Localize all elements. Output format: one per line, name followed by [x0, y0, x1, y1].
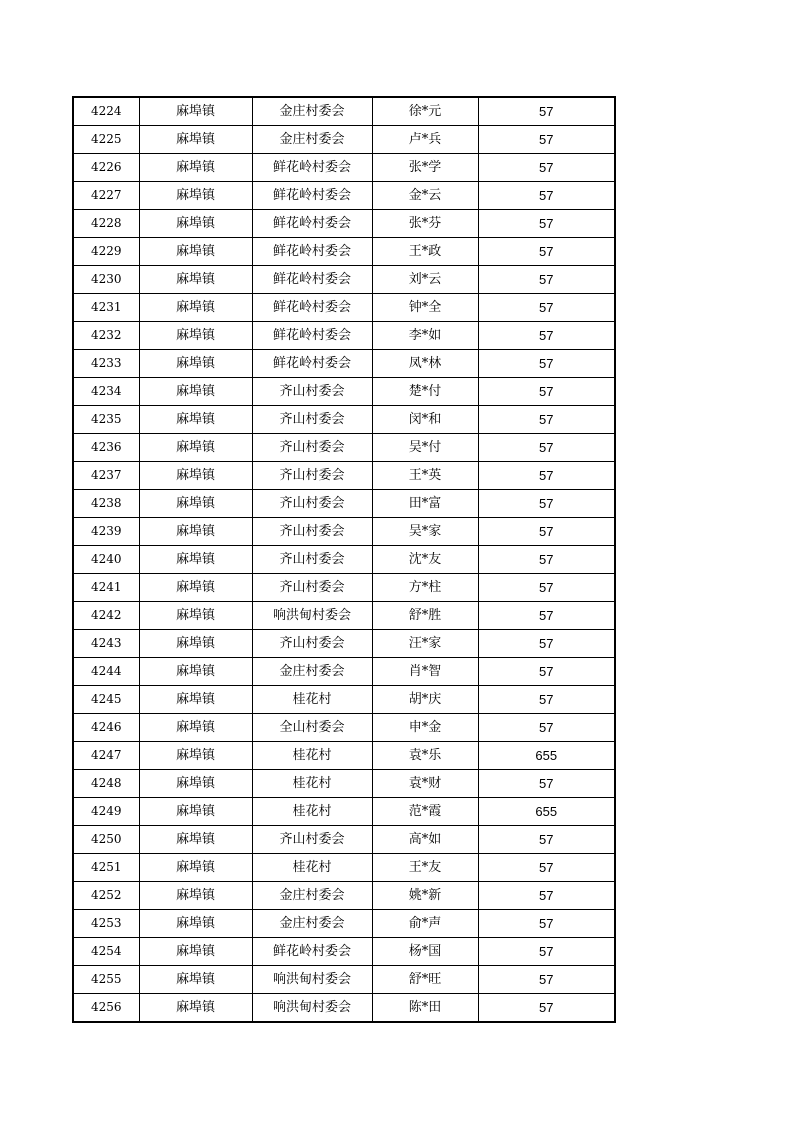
amount-cell: 57	[478, 602, 615, 630]
amount-cell: 57	[478, 490, 615, 518]
person-name-cell: 高*如	[372, 826, 478, 854]
row-number-cell: 4231	[73, 294, 139, 322]
town-cell: 麻埠镇	[139, 238, 252, 266]
person-name-cell: 肖*智	[372, 658, 478, 686]
town-cell: 麻埠镇	[139, 938, 252, 966]
person-name-cell: 徐*元	[372, 97, 478, 126]
amount-cell: 57	[478, 826, 615, 854]
village-cell: 鲜花岭村委会	[252, 294, 372, 322]
table-row	[73, 266, 615, 294]
person-name-cell: 杨*国	[372, 938, 478, 966]
amount-cell: 57	[478, 630, 615, 658]
table-row	[73, 826, 615, 854]
table-row	[73, 742, 615, 770]
table-row	[73, 154, 615, 182]
table-row	[73, 462, 615, 490]
row-number-cell: 4247	[73, 742, 139, 770]
amount-cell: 57	[478, 770, 615, 798]
row-number-cell: 4252	[73, 882, 139, 910]
town-cell: 麻埠镇	[139, 798, 252, 826]
amount-cell: 57	[478, 518, 615, 546]
town-cell: 麻埠镇	[139, 490, 252, 518]
village-cell: 鲜花岭村委会	[252, 154, 372, 182]
village-cell: 齐山村委会	[252, 826, 372, 854]
table-row	[73, 602, 615, 630]
town-cell: 麻埠镇	[139, 658, 252, 686]
village-cell: 齐山村委会	[252, 574, 372, 602]
village-cell: 桂花村	[252, 770, 372, 798]
town-cell: 麻埠镇	[139, 630, 252, 658]
person-name-cell: 吴*家	[372, 518, 478, 546]
person-name-cell: 袁*财	[372, 770, 478, 798]
table-row	[73, 966, 615, 994]
amount-cell: 655	[478, 798, 615, 826]
amount-cell: 57	[478, 910, 615, 938]
amount-cell: 57	[478, 266, 615, 294]
town-cell: 麻埠镇	[139, 266, 252, 294]
row-number-cell: 4227	[73, 182, 139, 210]
table-row	[73, 630, 615, 658]
row-number-cell: 4232	[73, 322, 139, 350]
row-number-cell: 4234	[73, 378, 139, 406]
village-cell: 桂花村	[252, 854, 372, 882]
town-cell: 麻埠镇	[139, 322, 252, 350]
town-cell: 麻埠镇	[139, 126, 252, 154]
row-number-cell: 4243	[73, 630, 139, 658]
amount-cell: 57	[478, 350, 615, 378]
person-name-cell: 舒*胜	[372, 602, 478, 630]
table-row	[73, 97, 615, 126]
town-cell: 麻埠镇	[139, 210, 252, 238]
village-cell: 金庄村委会	[252, 882, 372, 910]
village-cell: 桂花村	[252, 686, 372, 714]
row-number-cell: 4237	[73, 462, 139, 490]
row-number-cell: 4245	[73, 686, 139, 714]
village-cell: 鲜花岭村委会	[252, 266, 372, 294]
person-name-cell: 舒*旺	[372, 966, 478, 994]
person-name-cell: 方*柱	[372, 574, 478, 602]
village-cell: 金庄村委会	[252, 910, 372, 938]
amount-cell: 57	[478, 378, 615, 406]
town-cell: 麻埠镇	[139, 350, 252, 378]
village-cell: 齐山村委会	[252, 630, 372, 658]
village-cell: 桂花村	[252, 798, 372, 826]
village-cell: 响洪甸村委会	[252, 966, 372, 994]
table-row	[73, 546, 615, 574]
town-cell: 麻埠镇	[139, 714, 252, 742]
town-cell: 麻埠镇	[139, 602, 252, 630]
amount-cell: 655	[478, 742, 615, 770]
amount-cell: 57	[478, 97, 615, 126]
row-number-cell: 4254	[73, 938, 139, 966]
amount-cell: 57	[478, 210, 615, 238]
village-cell: 齐山村委会	[252, 518, 372, 546]
person-name-cell: 张*芬	[372, 210, 478, 238]
amount-cell: 57	[478, 882, 615, 910]
person-name-cell: 王*政	[372, 238, 478, 266]
person-name-cell: 闵*和	[372, 406, 478, 434]
row-number-cell: 4242	[73, 602, 139, 630]
table-row	[73, 938, 615, 966]
table-row	[73, 210, 615, 238]
row-number-cell: 4228	[73, 210, 139, 238]
town-cell: 麻埠镇	[139, 462, 252, 490]
amount-cell: 57	[478, 966, 615, 994]
village-cell: 响洪甸村委会	[252, 602, 372, 630]
village-cell: 鲜花岭村委会	[252, 210, 372, 238]
person-name-cell: 金*云	[372, 182, 478, 210]
row-number-cell: 4235	[73, 406, 139, 434]
village-cell: 鲜花岭村委会	[252, 322, 372, 350]
table-row	[73, 854, 615, 882]
table-row	[73, 994, 615, 1023]
row-number-cell: 4226	[73, 154, 139, 182]
table-row	[73, 294, 615, 322]
town-cell: 麻埠镇	[139, 518, 252, 546]
amount-cell: 57	[478, 294, 615, 322]
table-row	[73, 518, 615, 546]
amount-cell: 57	[478, 126, 615, 154]
amount-cell: 57	[478, 462, 615, 490]
amount-cell: 57	[478, 154, 615, 182]
village-cell: 齐山村委会	[252, 490, 372, 518]
town-cell: 麻埠镇	[139, 826, 252, 854]
table-row	[73, 798, 615, 826]
person-name-cell: 俞*声	[372, 910, 478, 938]
amount-cell: 57	[478, 182, 615, 210]
village-cell: 全山村委会	[252, 714, 372, 742]
town-cell: 麻埠镇	[139, 882, 252, 910]
person-name-cell: 楚*付	[372, 378, 478, 406]
town-cell: 麻埠镇	[139, 406, 252, 434]
row-number-cell: 4251	[73, 854, 139, 882]
row-number-cell: 4224	[73, 97, 139, 126]
village-cell: 齐山村委会	[252, 462, 372, 490]
person-name-cell: 张*学	[372, 154, 478, 182]
table-row	[73, 434, 615, 462]
table-row	[73, 378, 615, 406]
village-cell: 鲜花岭村委会	[252, 238, 372, 266]
village-cell: 桂花村	[252, 742, 372, 770]
person-name-cell: 李*如	[372, 322, 478, 350]
town-cell: 麻埠镇	[139, 854, 252, 882]
village-cell: 金庄村委会	[252, 97, 372, 126]
village-cell: 齐山村委会	[252, 434, 372, 462]
town-cell: 麻埠镇	[139, 546, 252, 574]
row-number-cell: 4239	[73, 518, 139, 546]
row-number-cell: 4255	[73, 966, 139, 994]
town-cell: 麻埠镇	[139, 434, 252, 462]
town-cell: 麻埠镇	[139, 97, 252, 126]
table-row	[73, 238, 615, 266]
village-cell: 响洪甸村委会	[252, 994, 372, 1023]
row-number-cell: 4233	[73, 350, 139, 378]
person-name-cell: 王*友	[372, 854, 478, 882]
row-number-cell: 4240	[73, 546, 139, 574]
town-cell: 麻埠镇	[139, 378, 252, 406]
town-cell: 麻埠镇	[139, 154, 252, 182]
amount-cell: 57	[478, 938, 615, 966]
person-name-cell: 汪*家	[372, 630, 478, 658]
person-name-cell: 田*富	[372, 490, 478, 518]
town-cell: 麻埠镇	[139, 686, 252, 714]
table-row	[73, 910, 615, 938]
amount-cell: 57	[478, 406, 615, 434]
table-row	[73, 882, 615, 910]
village-cell: 齐山村委会	[252, 406, 372, 434]
row-number-cell: 4244	[73, 658, 139, 686]
town-cell: 麻埠镇	[139, 966, 252, 994]
person-name-cell: 姚*新	[372, 882, 478, 910]
village-cell: 鲜花岭村委会	[252, 350, 372, 378]
person-name-cell: 申*金	[372, 714, 478, 742]
table-body	[73, 97, 615, 1022]
row-number-cell: 4230	[73, 266, 139, 294]
village-cell: 鲜花岭村委会	[252, 182, 372, 210]
row-number-cell: 4238	[73, 490, 139, 518]
table-row	[73, 126, 615, 154]
person-name-cell: 卢*兵	[372, 126, 478, 154]
village-cell: 齐山村委会	[252, 546, 372, 574]
amount-cell: 57	[478, 714, 615, 742]
table-row	[73, 406, 615, 434]
row-number-cell: 4248	[73, 770, 139, 798]
town-cell: 麻埠镇	[139, 574, 252, 602]
row-number-cell: 4241	[73, 574, 139, 602]
person-name-cell: 吴*付	[372, 434, 478, 462]
table-row	[73, 714, 615, 742]
row-number-cell: 4249	[73, 798, 139, 826]
village-cell: 齐山村委会	[252, 378, 372, 406]
person-name-cell: 刘*云	[372, 266, 478, 294]
table-row	[73, 182, 615, 210]
amount-cell: 57	[478, 322, 615, 350]
amount-cell: 57	[478, 574, 615, 602]
village-cell: 金庄村委会	[252, 126, 372, 154]
amount-cell: 57	[478, 854, 615, 882]
row-number-cell: 4250	[73, 826, 139, 854]
row-number-cell: 4246	[73, 714, 139, 742]
table-row	[73, 350, 615, 378]
table-row	[73, 322, 615, 350]
row-number-cell: 4225	[73, 126, 139, 154]
amount-cell: 57	[478, 238, 615, 266]
town-cell: 麻埠镇	[139, 994, 252, 1023]
town-cell: 麻埠镇	[139, 294, 252, 322]
table-row	[73, 770, 615, 798]
table-row	[73, 686, 615, 714]
amount-cell: 57	[478, 546, 615, 574]
amount-cell: 57	[478, 658, 615, 686]
town-cell: 麻埠镇	[139, 742, 252, 770]
row-number-cell: 4253	[73, 910, 139, 938]
person-name-cell: 王*英	[372, 462, 478, 490]
amount-cell: 57	[478, 994, 615, 1023]
town-cell: 麻埠镇	[139, 770, 252, 798]
amount-cell: 57	[478, 434, 615, 462]
table-row	[73, 490, 615, 518]
table-row	[73, 658, 615, 686]
town-cell: 麻埠镇	[139, 910, 252, 938]
data-table	[72, 96, 616, 1023]
person-name-cell: 胡*庆	[372, 686, 478, 714]
row-number-cell: 4236	[73, 434, 139, 462]
village-cell: 鲜花岭村委会	[252, 938, 372, 966]
person-name-cell: 沈*友	[372, 546, 478, 574]
village-cell: 金庄村委会	[252, 658, 372, 686]
person-name-cell: 钟*全	[372, 294, 478, 322]
amount-cell: 57	[478, 686, 615, 714]
person-name-cell: 陈*田	[372, 994, 478, 1023]
person-name-cell: 范*霞	[372, 798, 478, 826]
row-number-cell: 4229	[73, 238, 139, 266]
row-number-cell: 4256	[73, 994, 139, 1023]
person-name-cell: 袁*乐	[372, 742, 478, 770]
table-row	[73, 574, 615, 602]
person-name-cell: 凤*林	[372, 350, 478, 378]
town-cell: 麻埠镇	[139, 182, 252, 210]
